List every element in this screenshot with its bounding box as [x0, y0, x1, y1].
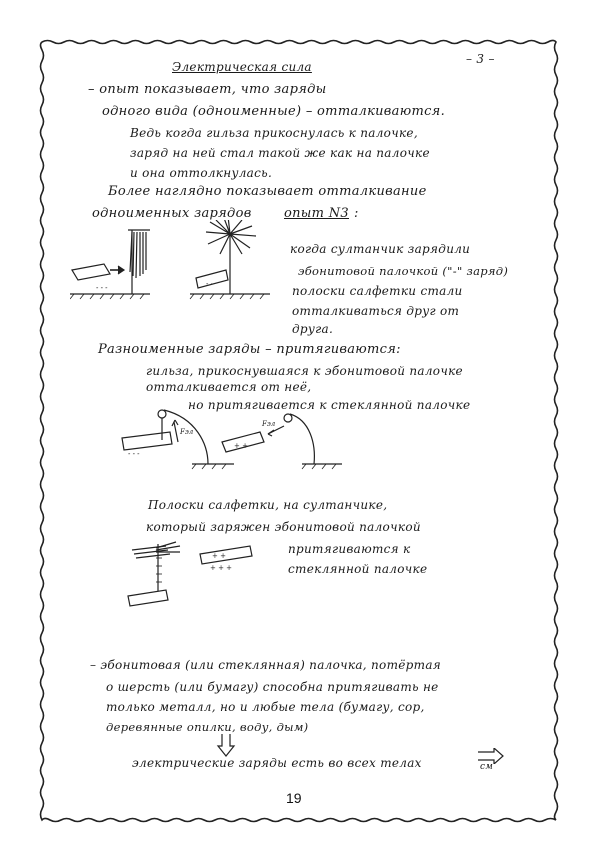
text-line: деревянные опилки, воду, дым)	[106, 720, 309, 734]
figure-sleeve-attraction	[118, 404, 348, 470]
text-line: одного вида (одноименные) – отталкиваются.	[102, 104, 446, 119]
down-arrow-icon	[216, 734, 236, 758]
section-heading: Разноименные заряды – притягиваются:	[98, 342, 401, 357]
figure-label: Fэл	[180, 428, 194, 436]
text-line: полоски салфетки стали	[292, 284, 463, 298]
text-line: :	[354, 206, 359, 221]
page-number: 19	[286, 790, 302, 806]
text-line: отталкиваться друг от	[292, 304, 460, 318]
page-title: Электрическая сила	[172, 60, 312, 74]
text-line: Полоски салфетки, на султанчике,	[148, 498, 388, 512]
figure-label: + + +	[210, 564, 233, 572]
text-line: Более наглядно показывает отталкивание	[108, 184, 427, 199]
figure-label: + +	[234, 442, 248, 450]
page-number-top: – 3 –	[466, 52, 495, 66]
figure-label: - -	[206, 280, 213, 288]
see-reference: см	[480, 762, 494, 772]
figure-strips-glass-rod	[126, 536, 286, 610]
text-line: эбонитовой палочкой ("-" заряд)	[298, 264, 509, 278]
text-line: притягиваются к	[288, 542, 411, 556]
text-line: одноименных зарядов	[92, 206, 252, 221]
experiment-label: опыт N3	[284, 206, 349, 221]
text-line: Ведь когда гильза прикоснулась к палочке,	[130, 126, 418, 140]
conclusion-line: электрические заряды есть во всех телах	[132, 756, 422, 770]
figure-label: - - -	[128, 450, 140, 458]
figure-label: + +	[212, 552, 226, 560]
text-line: и она оттолкнулась.	[130, 166, 273, 180]
text-line: заряд на ней стал такой же как на палочке	[130, 146, 430, 160]
text-line: но притягивается к стеклянной палочке	[188, 398, 471, 412]
text-line: стеклянной палочке	[288, 562, 428, 576]
figure-label: Fэл	[262, 420, 276, 428]
text-line: когда султанчик зарядили	[290, 242, 471, 256]
text-line: – опыт показывает, что заряды	[88, 82, 327, 97]
figure-sultan-repulsion	[70, 220, 290, 300]
text-line: – эбонитовая (или стеклянная) палочка, потёртая	[90, 658, 442, 672]
text-line: о шерсть (или бумагу) способна притягивать не	[106, 680, 439, 694]
figure-label: - - -	[96, 284, 108, 292]
text-line: отталкивается от неё,	[146, 380, 312, 394]
text-line: только металл, но и любые тела (бумагу, сор,	[106, 700, 425, 714]
text-line: друга.	[292, 322, 334, 336]
text-line: который заряжен эбонитовой палочкой	[146, 520, 421, 534]
text-line: гильза, прикоснувшаяся к эбонитовой палочке	[146, 364, 463, 378]
